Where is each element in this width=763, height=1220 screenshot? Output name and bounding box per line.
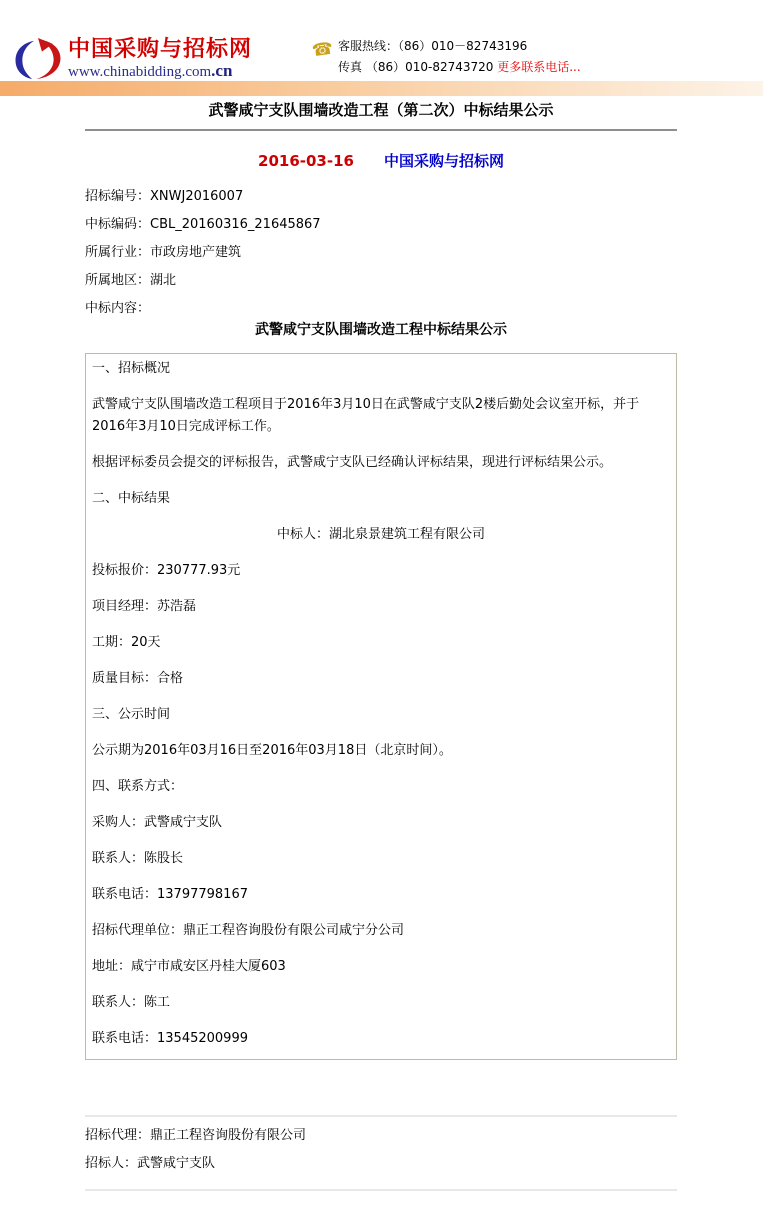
contact-block	[312, 36, 581, 78]
notice-line: 武警咸宁支队围墙改造工程项目于2016年3月10日在武警咸宁支队2楼后勤处会议室开标，并于2016年3月10日完成评标工作。	[92, 397, 640, 434]
meta-item: 中标内容：	[85, 301, 151, 316]
notice-line: 二、中标结果	[92, 491, 171, 506]
notice-line: 联系电话：13797798167	[92, 887, 248, 902]
notice-line: 项目经理：苏浩磊	[92, 599, 197, 614]
notice-line: 地址：咸宁市咸安区丹桂大厦603	[92, 959, 286, 974]
meta-item: 中标编码：CBL_20160316_21645867	[85, 217, 321, 232]
telephone-icon: ☎	[310, 38, 335, 62]
date-source-row	[85, 152, 677, 170]
meta-item: 所属行业：市政房地产建筑	[85, 245, 242, 260]
notice-box	[85, 353, 677, 1060]
source-site-link[interactable]: 中国采购与招标网	[383, 152, 504, 170]
notice-line: 三、公示时间	[92, 707, 171, 722]
footer-info	[85, 1127, 677, 1173]
meta-item: 招标编号：XNWJ2016007	[85, 189, 244, 204]
logo-text	[68, 38, 252, 81]
more-contacts-link[interactable]: 更多联系电话...	[497, 60, 581, 74]
fax-line	[338, 57, 581, 78]
footer-item: 招标代理：鼎正工程咨询股份有限公司	[85, 1128, 307, 1143]
notice-line: 工期：20天	[92, 635, 161, 650]
title-divider	[85, 129, 677, 131]
meta-item: 所属地区：湖北	[85, 273, 177, 288]
notice-line: 质量目标：合格	[92, 671, 184, 686]
logo-url-main: www.chinabidding.com	[68, 64, 212, 80]
meta-list	[85, 183, 677, 323]
orange-divider-bar	[0, 81, 763, 96]
footer-item: 招标人：武警咸宁支队	[85, 1156, 216, 1171]
notice-line: 四、联系方式：	[92, 779, 184, 794]
notice-line: 投标报价：230777.93元	[92, 563, 241, 578]
notice-line: 联系人：陈股长	[92, 851, 184, 866]
publish-date: 2016-03-16	[258, 152, 354, 170]
logo-title: 中国采购与招标网	[68, 37, 253, 62]
contact-lines	[338, 36, 581, 78]
notice-line: 根据评标委员会提交的评标报告，武警咸宁支队已经确认评标结果，现进行评标结果公示。	[92, 455, 613, 470]
logo-swirl-icon	[12, 38, 64, 81]
fax-text: 传真 （86）010-82743720	[338, 60, 494, 74]
notice-line: 招标代理单位：鼎正工程咨询股份有限公司咸宁分公司	[92, 923, 405, 938]
notice-line: 采购人：武警咸宁支队	[92, 815, 223, 830]
notice-subtitle: 武警咸宁支队围墙改造工程中标结果公示	[255, 322, 507, 338]
notice-line: 联系人：陈工	[92, 995, 171, 1010]
notice-line: 公示期为2016年03月16日至2016年03月18日（北京时间）。	[92, 743, 452, 758]
notice-line: 中标人：湖北泉景建筑工程有限公司	[276, 527, 485, 542]
notice-line: 一、招标概况	[92, 361, 171, 376]
notice-line: 联系电话：13545200999	[92, 1031, 248, 1046]
footer-divider-top	[85, 1115, 677, 1117]
page-title: 武警咸宁支队围墙改造工程（第二次）中标结果公示	[208, 101, 554, 119]
logo-url-suffix: .cn	[211, 61, 233, 80]
logo-url	[68, 62, 252, 81]
site-header	[0, 0, 763, 81]
footer-divider-bottom	[85, 1189, 677, 1191]
article-content	[85, 96, 677, 1191]
site-logo[interactable]	[12, 38, 252, 81]
hotline-text: 客服热线：（86）010－82743196	[338, 39, 528, 53]
